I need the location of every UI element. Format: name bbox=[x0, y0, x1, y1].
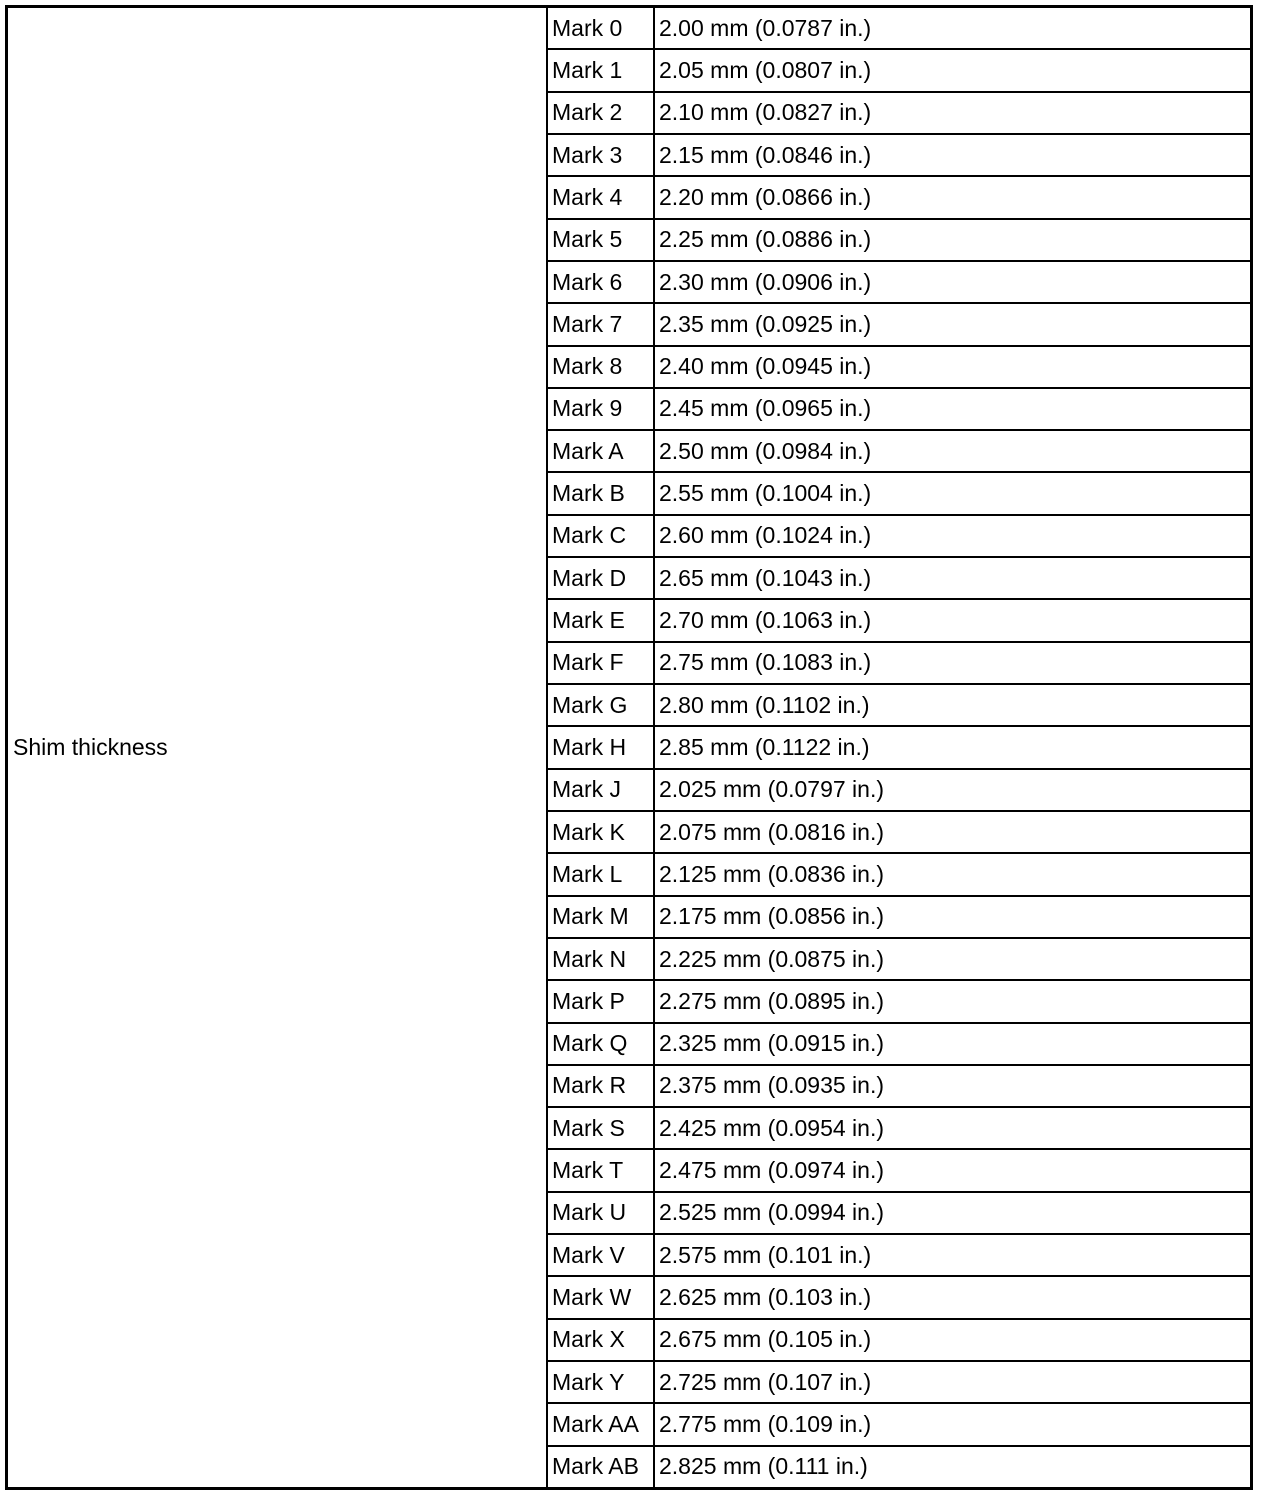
thickness-value-cell: 2.475 mm (0.0974 in.) bbox=[659, 1157, 885, 1184]
table-row bbox=[548, 93, 1250, 135]
thickness-value-cell: 2.625 mm (0.103 in.) bbox=[659, 1284, 872, 1311]
thickness-value-cell: 2.25 mm (0.0886 in.) bbox=[659, 226, 872, 253]
mark-cell: Mark 7 bbox=[548, 304, 655, 344]
table-row bbox=[548, 1024, 1250, 1066]
shim-thickness-table bbox=[5, 5, 1253, 1490]
thickness-value-cell: 2.05 mm (0.0807 in.) bbox=[659, 56, 872, 83]
table-row bbox=[548, 431, 1250, 473]
thickness-value-cell: 2.60 mm (0.1024 in.) bbox=[659, 522, 872, 549]
thickness-value-cell: 2.225 mm (0.0875 in.) bbox=[659, 945, 885, 972]
thickness-value-cell: 2.675 mm (0.105 in.) bbox=[659, 1326, 872, 1353]
table-row bbox=[548, 939, 1250, 981]
mark-cell: Mark C bbox=[548, 516, 655, 556]
table-row bbox=[548, 50, 1250, 92]
thickness-value-cell: 2.70 mm (0.1063 in.) bbox=[659, 607, 872, 634]
thickness-value-cell: 2.75 mm (0.1083 in.) bbox=[659, 649, 872, 676]
thickness-value-cell: 2.20 mm (0.0866 in.) bbox=[659, 183, 872, 210]
thickness-value-cell: 2.725 mm (0.107 in.) bbox=[659, 1368, 872, 1395]
mark-cell: Mark K bbox=[548, 812, 655, 852]
thickness-value-cell: 2.65 mm (0.1043 in.) bbox=[659, 564, 872, 591]
mark-cell: Mark AB bbox=[548, 1447, 655, 1487]
table-row bbox=[548, 347, 1250, 389]
table-row bbox=[548, 473, 1250, 515]
thickness-value-cell: 2.525 mm (0.0994 in.) bbox=[659, 1199, 885, 1226]
table-row bbox=[548, 389, 1250, 431]
mark-cell: Mark M bbox=[548, 897, 655, 937]
thickness-value-cell: 2.30 mm (0.0906 in.) bbox=[659, 268, 872, 295]
thickness-value-cell: 2.825 mm (0.111 in.) bbox=[659, 1453, 868, 1480]
thickness-value-cell: 2.125 mm (0.0836 in.) bbox=[659, 860, 885, 887]
table-row bbox=[548, 685, 1250, 727]
mark-cell: Mark 3 bbox=[548, 135, 655, 175]
mark-cell: Mark P bbox=[548, 981, 655, 1021]
table-row bbox=[548, 1193, 1250, 1235]
mark-cell: Mark 0 bbox=[548, 8, 655, 48]
thickness-value-cell: 2.775 mm (0.109 in.) bbox=[659, 1410, 872, 1437]
thickness-value-cell: 2.80 mm (0.1102 in.) bbox=[659, 691, 870, 718]
thickness-value-cell: 2.425 mm (0.0954 in.) bbox=[659, 1114, 885, 1141]
mark-cell: Mark J bbox=[548, 770, 655, 810]
mark-cell: Mark N bbox=[548, 939, 655, 979]
table-row bbox=[548, 812, 1250, 854]
mark-cell: Mark U bbox=[548, 1193, 655, 1233]
thickness-value-cell: 2.025 mm (0.0797 in.) bbox=[659, 776, 885, 803]
table-row bbox=[548, 516, 1250, 558]
mark-cell: Mark 6 bbox=[548, 262, 655, 302]
mark-cell: Mark X bbox=[548, 1320, 655, 1360]
mark-cell: Mark L bbox=[548, 854, 655, 894]
table-row bbox=[548, 1447, 1250, 1487]
thickness-value-cell: 2.35 mm (0.0925 in.) bbox=[659, 310, 872, 337]
table-row bbox=[548, 727, 1250, 769]
table-row bbox=[548, 177, 1250, 219]
mark-cell: Mark W bbox=[548, 1277, 655, 1317]
table-row bbox=[548, 1150, 1250, 1192]
thickness-value-cell: 2.85 mm (0.1122 in.) bbox=[659, 733, 870, 760]
thickness-value-cell: 2.325 mm (0.0915 in.) bbox=[659, 1030, 885, 1057]
thickness-value-cell: 2.15 mm (0.0846 in.) bbox=[659, 141, 872, 168]
table-row bbox=[548, 1277, 1250, 1319]
thickness-value-cell: 2.175 mm (0.0856 in.) bbox=[659, 903, 885, 930]
mark-cell: Mark 1 bbox=[548, 50, 655, 90]
mark-cell: Mark Q bbox=[548, 1024, 655, 1064]
thickness-value-cell: 2.45 mm (0.0965 in.) bbox=[659, 395, 872, 422]
mark-cell: Mark T bbox=[548, 1150, 655, 1190]
table-row bbox=[548, 8, 1250, 50]
mark-cell: Mark 8 bbox=[548, 347, 655, 387]
table-row bbox=[548, 220, 1250, 262]
table-row bbox=[548, 1362, 1250, 1404]
mark-cell: Mark B bbox=[548, 473, 655, 513]
rows-container bbox=[548, 8, 1250, 1487]
mark-cell: Mark AA bbox=[548, 1404, 655, 1444]
mark-cell: Mark 5 bbox=[548, 220, 655, 260]
label-column bbox=[8, 8, 548, 1487]
table-row bbox=[548, 1404, 1250, 1446]
table-row bbox=[548, 854, 1250, 896]
mark-cell: Mark A bbox=[548, 431, 655, 471]
mark-cell: Mark E bbox=[548, 600, 655, 640]
thickness-value-cell: 2.55 mm (0.1004 in.) bbox=[659, 480, 872, 507]
table-row bbox=[548, 770, 1250, 812]
thickness-value-cell: 2.575 mm (0.101 in.) bbox=[659, 1241, 872, 1268]
row-label-shim-thickness: Shim thickness bbox=[13, 734, 168, 760]
table-row bbox=[548, 1108, 1250, 1150]
table-row bbox=[548, 558, 1250, 600]
thickness-value-cell: 2.50 mm (0.0984 in.) bbox=[659, 437, 872, 464]
table-row bbox=[548, 135, 1250, 177]
thickness-value-cell: 2.00 mm (0.0787 in.) bbox=[659, 14, 872, 41]
thickness-value-cell: 2.375 mm (0.0935 in.) bbox=[659, 1072, 885, 1099]
thickness-value-cell: 2.10 mm (0.0827 in.) bbox=[659, 99, 872, 126]
table-row bbox=[548, 981, 1250, 1023]
table-row bbox=[548, 1066, 1250, 1108]
mark-cell: Mark S bbox=[548, 1108, 655, 1148]
table-row bbox=[548, 1320, 1250, 1362]
table-row bbox=[548, 1235, 1250, 1277]
mark-cell: Mark H bbox=[548, 727, 655, 767]
mark-cell: Mark R bbox=[548, 1066, 655, 1106]
thickness-value-cell: 2.40 mm (0.0945 in.) bbox=[659, 353, 872, 380]
thickness-value-cell: 2.275 mm (0.0895 in.) bbox=[659, 987, 885, 1014]
thickness-value-cell: 2.075 mm (0.0816 in.) bbox=[659, 818, 885, 845]
mark-cell: Mark D bbox=[548, 558, 655, 598]
mark-cell: Mark 2 bbox=[548, 93, 655, 133]
table-row bbox=[548, 897, 1250, 939]
table-row bbox=[548, 643, 1250, 685]
mark-cell: Mark 4 bbox=[548, 177, 655, 217]
table-row bbox=[548, 262, 1250, 304]
mark-cell: Mark G bbox=[548, 685, 655, 725]
table-row bbox=[548, 600, 1250, 642]
mark-cell: Mark Y bbox=[548, 1362, 655, 1402]
mark-cell: Mark F bbox=[548, 643, 655, 683]
mark-cell: Mark 9 bbox=[548, 389, 655, 429]
table-row bbox=[548, 304, 1250, 346]
mark-cell: Mark V bbox=[548, 1235, 655, 1275]
